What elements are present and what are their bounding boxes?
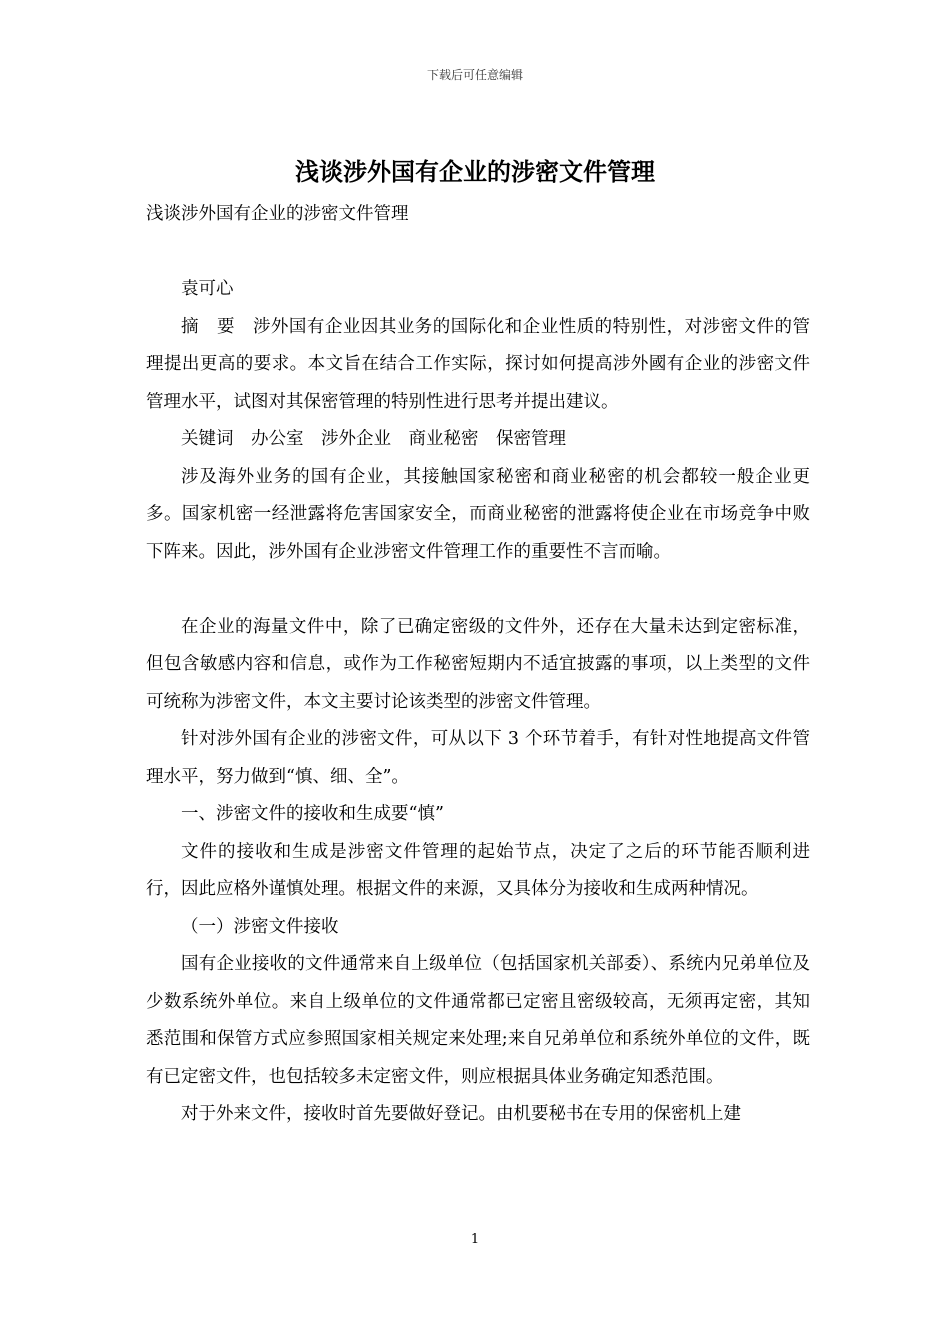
document-title: 浅谈涉外国有企业的涉密文件管理 (295, 158, 655, 186)
body-paragraph: 国有企业接收的文件通常来自上级单位（包括国家机关部委）、系统内兄弟单位及少数系统外单位。来自上级单位的文件通常都已定密且密级较高，无须再定密，其知悉范围和保管方式应参照国家相关规定来处理;来自兄弟单位和系统外单位的文件，既有已定密文件，也包括较多未定密文件，则应根据具体业务确定知悉范围。 (146, 954, 810, 1087)
body-paragraph: 针对涉外国有企业的涉密文件，可从以下 3 个环节着手，有针对性地提高文件管理水平，努力做到“慎、细、全”。 (146, 729, 810, 787)
section-heading: 一、涉密文件的接收和生成要“慎” (181, 804, 444, 824)
body-paragraph: 对于外来文件，接收时首先要做好登记。由机要秘书在专用的保密机上建 (181, 1104, 741, 1124)
blank-line (146, 571, 810, 609)
blank-line (146, 234, 810, 272)
keywords-line: 关键词 办公室 涉外企业 商业秘密 保密管理 (181, 429, 566, 449)
body-paragraph: 涉及海外业务的国有企业，其接触国家秘密和商业秘密的机会都较一般企业更多。国家机密一经泄露将危害国家安全，而商业秘密的泄露将使企业在市场竞争中败下阵来。因此，涉外国有企业涉密文件管理工作的重要性不言而喻。 (146, 466, 810, 562)
body-paragraph: 文件的接收和生成是涉密文件管理的起始节点，决定了之后的环节能否顺利进行，因此应格外谨慎处理。根据文件的来源，又具体分为接收和生成两种情况。 (146, 841, 810, 899)
page-number: 1 (470, 1232, 480, 1247)
subsection-heading: （一）涉密文件接收 (181, 916, 339, 937)
header-note: 下载后可任意编辑 (426, 68, 523, 82)
author: 袁可心 (181, 279, 234, 299)
body-paragraph: 在企业的海量文件中，除了已确定密级的文件外，还存在大量未达到定密标准，但包含敏感内容和信息，或作为工作秘密短期内不适宜披露的事项，以上类型的文件可统称为涉密文件，本文主要讨论该类型的涉密文件管理。 (146, 616, 810, 712)
subtitle: 浅谈涉外国有企业的涉密文件管理 (146, 204, 409, 224)
document-body (146, 196, 810, 1134)
abstract-paragraph: 摘 要 涉外国有企业因其业务的国际化和企业性质的特别性，对涉密文件的管理提出更高的要求。本文旨在结合工作实际，探讨如何提高涉外國有企业的涉密文件管理水平，试图对其保密管理的特别性进行思考并提出建议。 (146, 316, 810, 412)
